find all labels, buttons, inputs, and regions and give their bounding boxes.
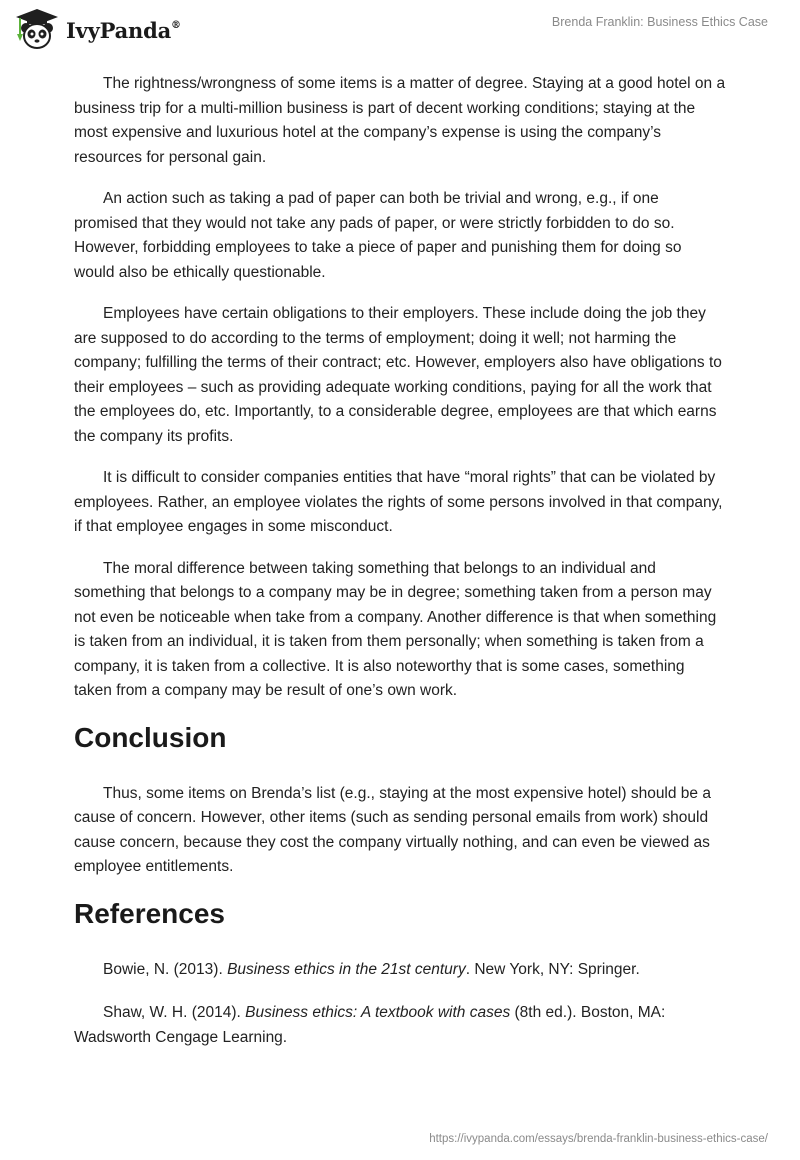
reference-author: Shaw, W. H. (2014). [103,1004,246,1021]
page-header [0,0,800,64]
body-paragraph: An action such as taking a pad of paper can both be trivial and wrong, e.g., if one promised that they would not take any pads of paper, or were strictly forbidden to do so. However, forbidding employees to take a piece of paper and punishing them for doing so would also be ethically questionable. [74,190,682,281]
registered-mark: ® [171,19,181,31]
logo-text: IvyPanda [66,17,172,43]
essay-content [74,72,726,1069]
reference-author: Bowie, N. (2013). [103,960,228,978]
document-title: Brenda Franklin: Business Ethics Case [551,15,768,29]
source-url[interactable]: https://ivypanda.com/essays/brenda-franklin-business-ethics-case/ [429,1133,768,1145]
body-paragraph: The moral difference between taking something that belongs to an individual and something that belongs to a company may be in degree; something taken from a person may not even be noticeable when take from a company. Another difference is that when something is taken from an individual, it is taken from them personally; when something is taken from a company, it is taken from a collective. It is also noteworthy that is some cases, something taken from a company may be result of one’s own work. [74,559,717,699]
body-paragraph: It is difficult to consider companies entities that have “moral rights” that can be violated by employees. Rather, an employee violates the rights of some persons involved in that company, if that employee engages in some misconduct. [74,469,723,535]
reference-item [74,1001,726,1050]
reference-title: Business ethics in the 21st century [227,960,466,978]
ivypanda-logo[interactable] [14,8,181,50]
reference-title: Business ethics: A textbook with cases [245,1004,511,1021]
conclusion-paragraph: Thus, some items on Brenda’s list (e.g., staying at the most expensive hotel) should be a cause of concern. However, other items (such as sending personal emails from work) should cause concern, because they cost the company virtually nothing, and can even be viewed as employee entitlements. [74,784,711,875]
reference-item [74,958,726,983]
references-heading: References [74,897,225,929]
conclusion-heading: Conclusion [74,721,227,753]
reference-publisher: . New York, NY: Springer. [465,960,640,978]
panda-graduate-icon [14,8,60,50]
logo-wordmark [66,18,181,43]
body-paragraph: Employees have certain obligations to their employers. These include doing the job they are supposed to do according to the terms of employment; doing it well; not harming the company; fulfilling the terms of their contract; etc. However, employers also have obligations to their employees – such as providing adequate working conditions, paying for all the work that the employees do, etc. Importantly, to a considerable degree, employees are that which earns the company its profits. [74,305,722,445]
reference-publisher: (8th ed.). Boston, MA: Wadsworth Cengage Learning. [74,1004,666,1046]
body-paragraph: The rightness/wrongness of some items is a matter of degree. Staying at a good hotel on a business trip for a multi-million business is part of decent working conditions; staying at the most expensive and luxurious hotel at the company’s expense is using the company’s resources for personal gain. [74,75,726,166]
